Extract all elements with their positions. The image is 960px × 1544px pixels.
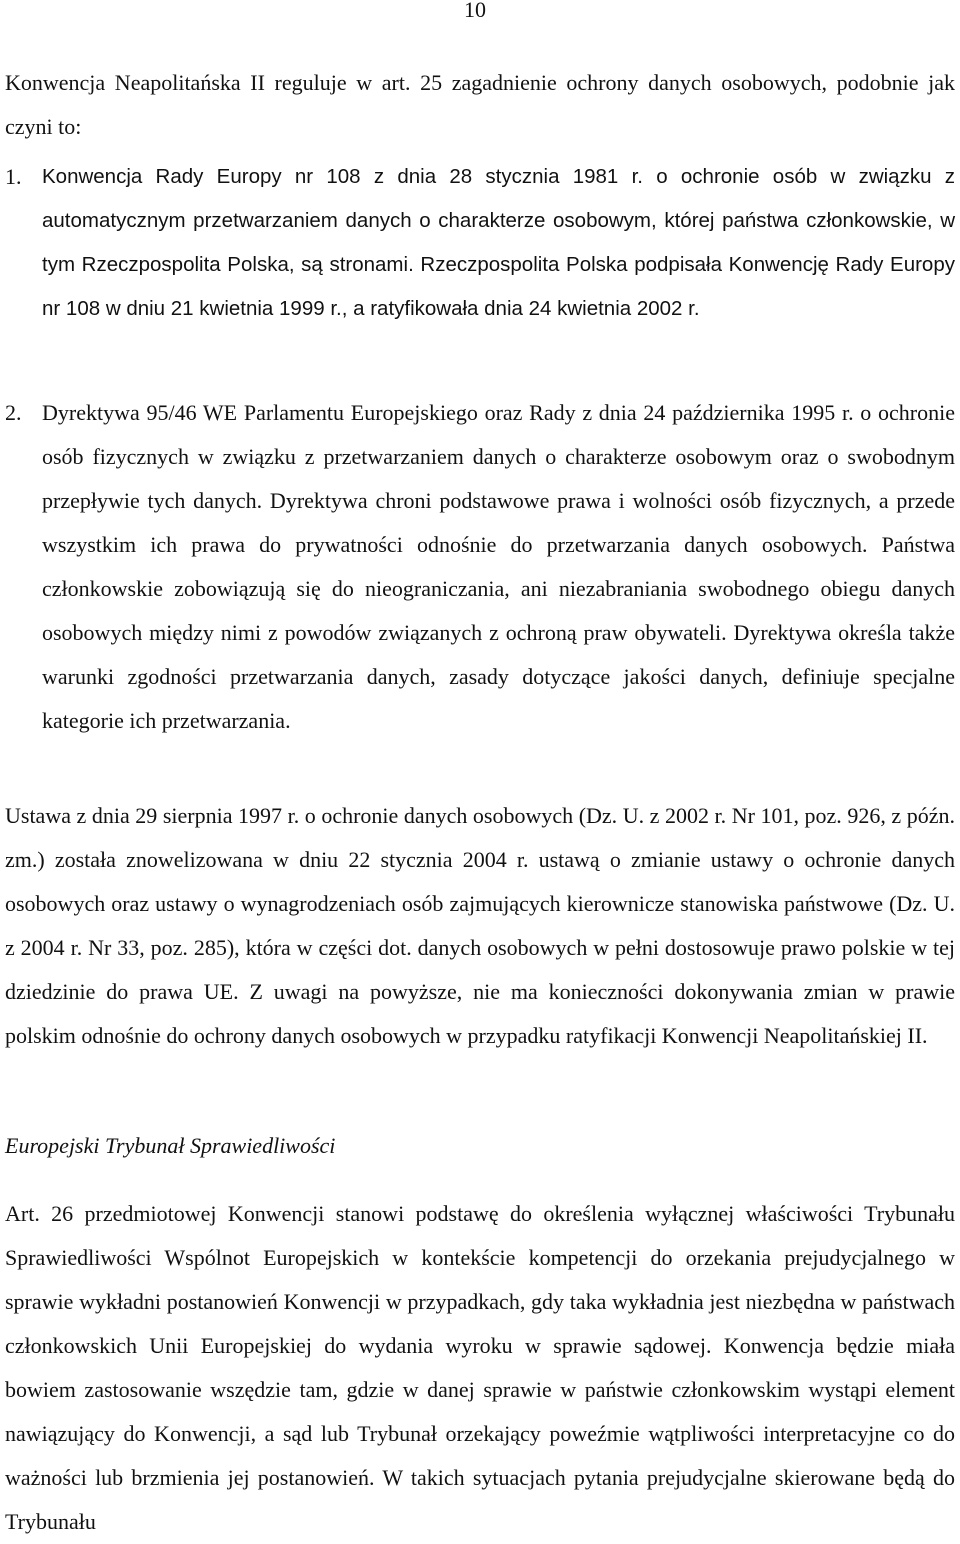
list-item-1-text: Konwencja Rady Europy nr 108 z dnia 28 stycznia 1981 r. o ochronie osób w związku z automatycznym przetwarzaniem danych o charakterze osobowym, której państwa członkowskie, w tym Rzeczpospolita Polska, są stronami. Rzeczpospolita Polska podpisała Konwencję Rady Europy nr 108 w dniu 21 kwietnia 1999 r., a ratyfikowała dnia 24 kwietnia 2002 r. bbox=[42, 165, 955, 320]
list-item-2 bbox=[5, 391, 955, 743]
ustawa-paragraph: Ustawa z dnia 29 sierpnia 1997 r. o ochronie danych osobowych (Dz. U. z 2002 r. Nr 101, poz. 926, z późn. zm.) została znowelizowana w dniu 22 stycznia 2004 r. ustawą o zmianie ustawy o ochronie danych osobowych oraz ustawy o wynagrodzeniach osób zajmujących kierownicze stanowiska państwowe (Dz. U. z 2004 r. Nr 33, poz. 285), która w części dot. danych osobowych w pełni dostosowuje prawo polskie w tej dziedzinie do prawa UE. Z uwagi na powyższe, nie ma konieczności dokonywania zmian w prawie polskim odnośnie do ochrony danych osobowych w przypadku ratyfikacji Konwencji Neapolitańskiej II. bbox=[5, 803, 955, 1048]
list-item-1 bbox=[5, 155, 955, 331]
intro-paragraph: Konwencja Neapolitańska II reguluje w art. 25 zagadnienie ochrony danych osobowych, podobnie jak czyni to: bbox=[5, 70, 955, 139]
page-number: 10 bbox=[464, 0, 486, 22]
list-item-1-number: 1. bbox=[5, 164, 22, 189]
art-26-paragraph: Art. 26 przedmiotowej Konwencji stanowi podstawę do określenia wyłącznej właściwości Trybunału Sprawiedliwości Wspólnot Europejskich w kontekście kompetencji do orzekania prejudycjalnego w sprawie wykładni postanowień Konwencji w przypadkach, gdy taka wykładnia jest niezbędna w państwach członkowskich Unii Europejskiej do wydania wyroku w sprawie sądowej. Konwencja będzie miała bowiem zastosowanie wszędzie tam, gdzie w danej sprawie w państwie członkowskim wystąpi element nawiązujący do Konwencji, a sąd lub Trybunał orzekający poweźmie wątpliwości interpretacyjne co do ważności lub brzmienia jej postanowień. W takich sytuacjach pytania prejudycjalne skierowane będą do Trybunału bbox=[5, 1201, 955, 1534]
section-heading: Europejski Trybunał Sprawiedliwości bbox=[5, 1133, 336, 1158]
list-item-2-text: Dyrektywa 95/46 WE Parlamentu Europejskiego oraz Rady z dnia 24 października 1995 r. o ochronie osób fizycznych w związku z przetwarzaniem danych o charakterze osobowym oraz o swobodnym przepływie tych danych. Dyrektywa chroni podstawowe prawa i wolności osób fizycznych, a przede wszystkim ich prawa do prywatności odnośnie do przetwarzania danych osobowych. Państwa członkowskie zobowiązują się do nieograniczania, ani niezabraniania swobodnego obiegu danych osobowych między nimi z powodów związanych z ochroną praw obywateli. Dyrektywa określa także warunki zgodności przetwarzania danych, zasady dotyczące jakości danych, definiuje specjalne kategorie ich przetwarzania. bbox=[42, 400, 955, 733]
list-item-2-number: 2. bbox=[5, 400, 22, 425]
